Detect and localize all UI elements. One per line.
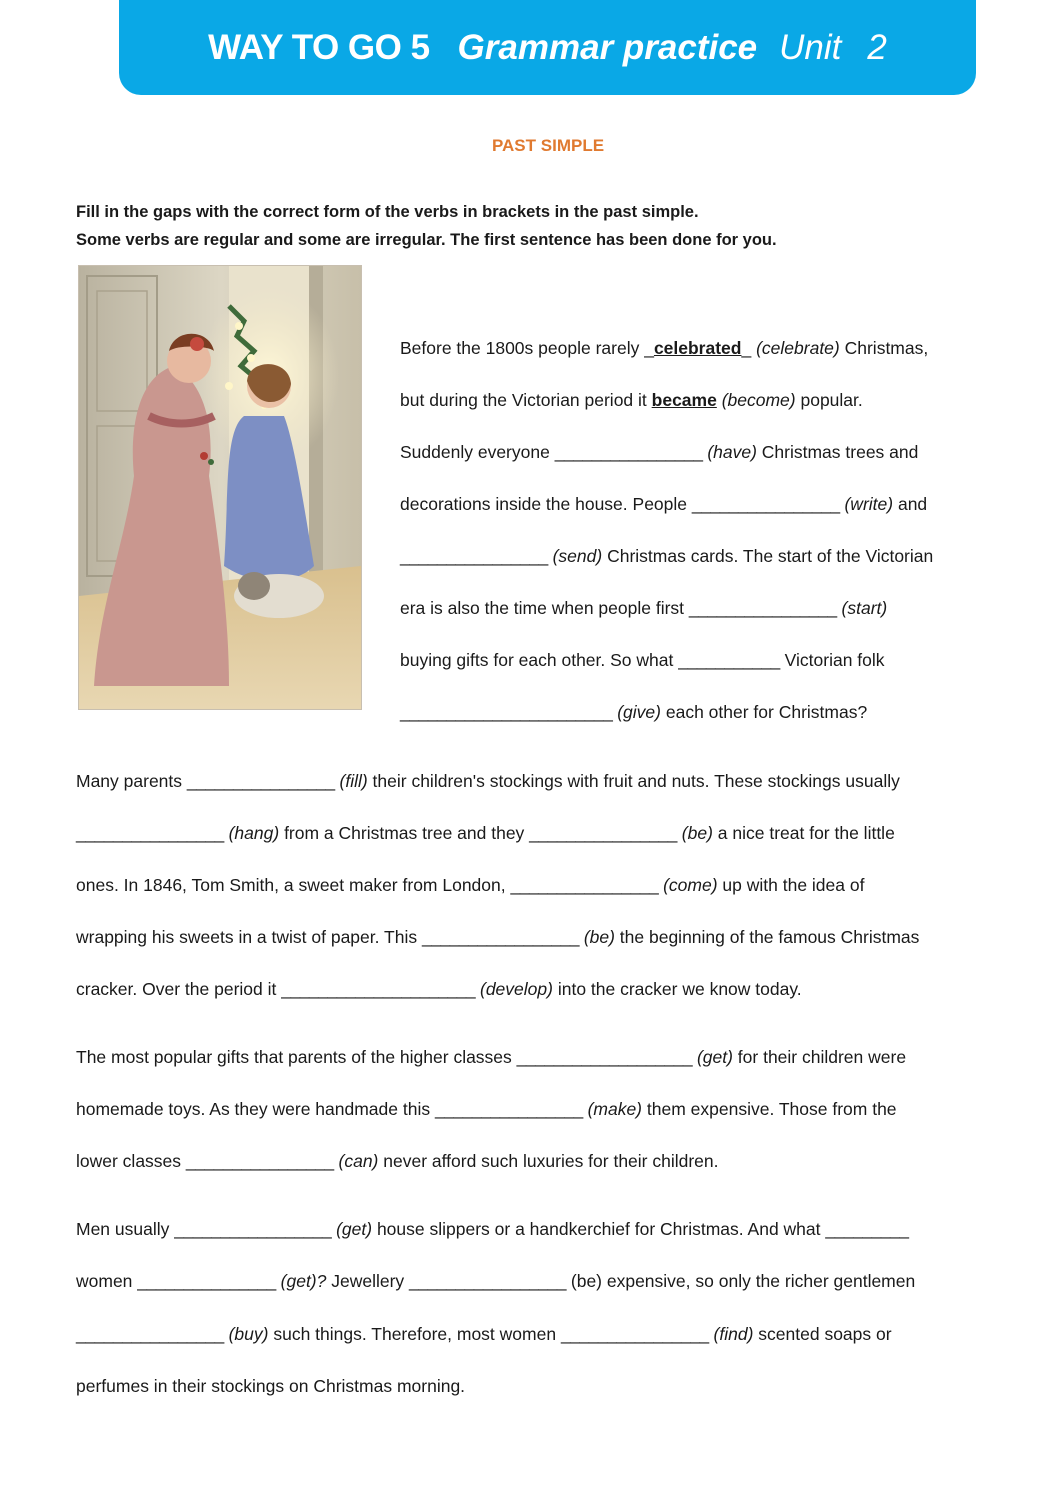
answer-blank[interactable]: ___________________ xyxy=(516,1047,693,1067)
paragraph3-line: homemade toys. As they were handmade this ________________ (make) them expensive. Those from the xyxy=(76,1099,897,1119)
answer-blank[interactable]: ________________ xyxy=(510,875,659,895)
paragraph2-line: Many parents ________________ (fill) their children's stockings with fruit and nuts. These stockings usually xyxy=(76,771,900,791)
answer-blank[interactable]: ________________ xyxy=(400,546,548,566)
victorian-girls-christmas-illustration xyxy=(78,265,362,710)
answer-blank[interactable]: ________________ xyxy=(76,823,224,843)
paragraph4-line: perfumes in their stockings on Christmas morning. xyxy=(76,1376,466,1396)
paragraph2-line: cracker. Over the period it _____________________ (develop) into the cracker we know today. xyxy=(76,979,802,999)
paragraph2-line: ones. In 1846, Tom Smith, a sweet maker from London, ________________ (come) up with the idea of xyxy=(76,875,865,895)
answer-blank[interactable]: ________________ xyxy=(434,1099,583,1119)
answer-blank[interactable]: _______________________ xyxy=(400,702,613,722)
unit-number: 2 xyxy=(867,27,887,67)
instruction-line: Some verbs are regular and some are irregular. The first sentence has been done for you. xyxy=(76,231,777,249)
instruction-line: Fill in the gaps with the correct form of the verbs in brackets in the past simple. xyxy=(76,203,699,221)
paragraph1-line: era is also the time when people first ________________ (start) xyxy=(400,598,888,618)
answer-blank[interactable]: _________________ xyxy=(421,927,579,947)
paragraph1-line: ________________ (send) Christmas cards. The start of the Victorian xyxy=(400,546,934,566)
paragraph3-line: lower classes ________________ (can) never afford such luxuries for their children. xyxy=(76,1151,719,1171)
paragraph4-line: ________________ (buy) such things. Therefore, most women ________________ (find) scented soaps or xyxy=(76,1324,892,1344)
paragraph1-line: decorations inside the house. People ________________ (write) and xyxy=(400,494,928,514)
paragraph1-line: buying gifts for each other. So what ___________ Victorian folk xyxy=(400,650,885,670)
header-banner xyxy=(119,0,976,95)
series-title: WAY TO GO 5 xyxy=(208,27,430,67)
paragraph4-line: Men usually _________________ (get) house slippers or a handkerchief for Christmas. And what _________ xyxy=(76,1219,909,1239)
section-title: PAST SIMPLE xyxy=(491,136,605,155)
answer-blank[interactable]: _________ xyxy=(825,1219,909,1239)
answer-blank[interactable]: ________________ xyxy=(186,771,335,791)
paragraph1-line: _______________________ (give) each other for Christmas? xyxy=(400,702,868,722)
answer-blank[interactable]: _________________ xyxy=(174,1219,332,1239)
answer-blank[interactable]: _______________ xyxy=(137,1271,276,1291)
paragraph1-line: Before the 1800s people rarely _celebrated_ (celebrate) Christmas, xyxy=(400,338,929,358)
answer-blank[interactable]: ________________ xyxy=(76,1324,224,1344)
example-answer: celebrated xyxy=(653,338,742,358)
answer-blank[interactable]: _____________________ xyxy=(281,979,476,999)
instructions xyxy=(76,198,777,254)
answer-blank[interactable]: ___________ xyxy=(678,650,780,670)
paragraph1-line: but during the Victorian period it became (become) popular. xyxy=(400,390,863,410)
paragraph4-line: women _______________ (get)? Jewellery _________________ (be) expensive, so only the richer gentlemen xyxy=(76,1271,916,1291)
paragraph3-line: The most popular gifts that parents of the higher classes ___________________ (get) for their children were xyxy=(76,1047,907,1067)
example-answer: became xyxy=(651,390,717,410)
answer-blank[interactable]: ________________ xyxy=(185,1151,334,1171)
answer-blank[interactable]: ________________ xyxy=(560,1324,709,1344)
unit-label: Unit xyxy=(779,27,842,67)
paragraph2-line: ________________ (hang) from a Christmas tree and they ________________ (be) a nice treat for the little xyxy=(76,823,895,843)
answer-blank[interactable]: ________________ xyxy=(688,598,837,618)
paragraph2-line: wrapping his sweets in a twist of paper. This _________________ (be) the beginning of the famous Christmas xyxy=(76,927,920,947)
subject-title: Grammar practice xyxy=(457,27,758,67)
paragraph1-line: Suddenly everyone ________________ (have) Christmas trees and xyxy=(400,442,919,462)
answer-blank[interactable]: _________________ xyxy=(409,1271,567,1291)
answer-blank[interactable]: ________________ xyxy=(529,823,677,843)
answer-blank[interactable]: ________________ xyxy=(554,442,703,462)
answer-blank[interactable]: ________________ xyxy=(691,494,840,514)
